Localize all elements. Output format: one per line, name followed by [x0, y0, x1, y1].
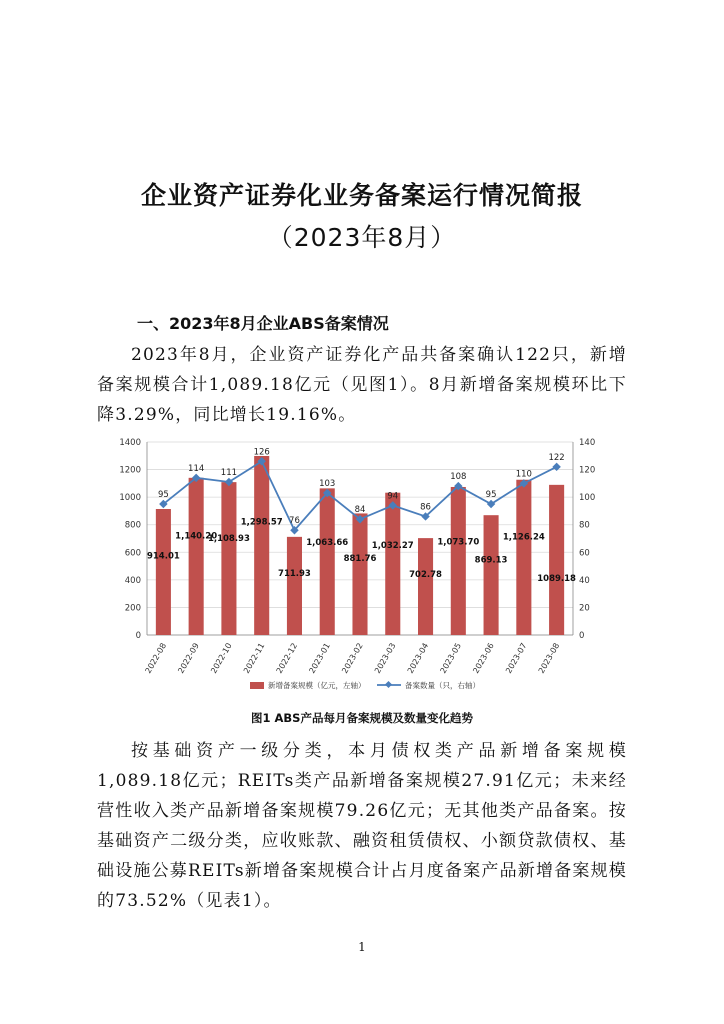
- bar-data-label: 1,073.70: [437, 537, 480, 548]
- bar: [320, 488, 335, 635]
- bar: [352, 513, 367, 635]
- bar-data-label: 1,126.24: [502, 532, 545, 543]
- bar: [189, 478, 204, 635]
- count-data-label: 108: [450, 472, 467, 483]
- y-left-tick-label: 200: [124, 603, 141, 614]
- y-left-tick-label: 600: [124, 548, 141, 559]
- count-data-label: 86: [420, 502, 431, 513]
- y-left-tick-label: 1200: [119, 465, 141, 476]
- report-title: 企业资产证券化业务备案运行情况简报: [140, 181, 583, 210]
- count-data-label: 111: [220, 467, 238, 478]
- count-data-label: 84: [354, 505, 366, 516]
- bar-data-label: 711.93: [278, 569, 311, 580]
- x-tick-label: 2022-12: [274, 641, 300, 675]
- section-heading: 一、2023年8月企业ABS备案情况: [137, 314, 389, 333]
- bar: [156, 509, 171, 635]
- bar-data-label: 1,140.20: [175, 531, 218, 542]
- bar-data-label: 1,108.93: [207, 534, 250, 545]
- paragraph-classification: 按基础资产一级分类，本月债权类产品新增备案规模1,089.18亿元；REITs类产品新增备案规模27.91亿元；未来经营性收入类产品新增备案规模79.26亿元；无其他类产品备案。按基础资产二级分类，应收账款、融资租赁债权、小额贷款债权、基础设施公募REITs新增备案规模合计占月度备案产品新增备案规模的73.52%（见表1）。: [97, 741, 627, 911]
- y-right-tick-label: 140: [579, 438, 596, 448]
- x-tick-label: 2023-08: [536, 641, 562, 675]
- count-data-label: 95: [157, 490, 169, 501]
- bar: [484, 515, 499, 635]
- count-data-label: 122: [548, 452, 565, 463]
- bar-data-label: 1,063.66: [306, 538, 349, 549]
- bar-data-label: 881.76: [343, 554, 377, 565]
- y-left-tick-label: 1400: [119, 438, 141, 448]
- y-right-tick-label: 80: [579, 520, 590, 531]
- y-left-tick-label: 0: [135, 631, 141, 641]
- bar: [221, 482, 236, 635]
- bar-data-label: 1,032.27: [371, 540, 414, 551]
- legend-line-label: 备案数量（只，右轴）: [405, 681, 480, 690]
- legend-bar-label: 新增备案规模（亿元，左轴）: [268, 681, 366, 690]
- page-number: 1: [358, 940, 366, 954]
- paragraph-summary: 2023年8月，企业资产证券化产品共备案确认122只，新增备案规模合计1,089.18亿元（见图1）。8月新增备案规模环比下降3.29%，同比增长19.16%。: [97, 345, 627, 425]
- x-tick-label: 2023-06: [471, 641, 496, 675]
- y-right-tick-label: 100: [579, 493, 596, 504]
- x-tick-label: 2023-02: [340, 641, 365, 675]
- legend-bar-swatch: [250, 682, 264, 689]
- count-data-label: 103: [319, 479, 336, 490]
- y-right-tick-label: 120: [579, 465, 596, 476]
- x-tick-label: 2022-09: [176, 641, 201, 675]
- count-data-label: 76: [289, 516, 300, 527]
- x-tick-label: 2022-11: [241, 641, 267, 675]
- count-point: [487, 500, 495, 508]
- report-period: （2023年8月）: [267, 223, 457, 252]
- abs-filing-chart: [95, 432, 635, 704]
- x-tick-label: 2023-05: [438, 641, 464, 675]
- x-tick-label: 2023-03: [372, 641, 398, 675]
- bar: [516, 480, 531, 635]
- bar: [385, 493, 400, 635]
- y-left-tick-label: 800: [124, 520, 141, 531]
- count-data-label: 114: [188, 463, 205, 474]
- x-tick-label: 2023-04: [405, 641, 431, 675]
- bar: [549, 485, 564, 635]
- y-right-tick-label: 60: [579, 548, 590, 559]
- count-data-label: 110: [515, 469, 532, 480]
- y-left-tick-label: 400: [124, 575, 141, 586]
- bar: [418, 538, 433, 635]
- bar: [451, 487, 466, 635]
- x-tick-label: 2022-08: [143, 641, 169, 675]
- y-right-tick-label: 0: [579, 631, 585, 641]
- count-data-label: 95: [485, 490, 497, 501]
- count-data-label: 126: [253, 447, 270, 458]
- bar-data-label: 1089.18: [537, 573, 576, 584]
- bar: [254, 456, 269, 635]
- x-tick-label: 2023-01: [307, 641, 332, 675]
- count-data-label: 94: [387, 491, 399, 502]
- bar: [287, 537, 302, 635]
- y-right-tick-label: 20: [579, 603, 590, 614]
- y-left-tick-label: 1000: [119, 493, 141, 504]
- bar-data-label: 914.01: [146, 551, 180, 562]
- x-tick-label: 2023-07: [504, 641, 529, 675]
- bar-data-label: 702.78: [409, 569, 442, 580]
- bar-data-label: 1,298.57: [240, 517, 283, 528]
- bar-data-label: 869.13: [474, 555, 508, 566]
- legend-line-marker: [385, 681, 392, 688]
- y-right-tick-label: 40: [579, 575, 590, 586]
- x-tick-label: 2022-10: [209, 641, 234, 675]
- figure-caption: 图1 ABS产品每月备案规模及数量变化趋势: [251, 711, 473, 725]
